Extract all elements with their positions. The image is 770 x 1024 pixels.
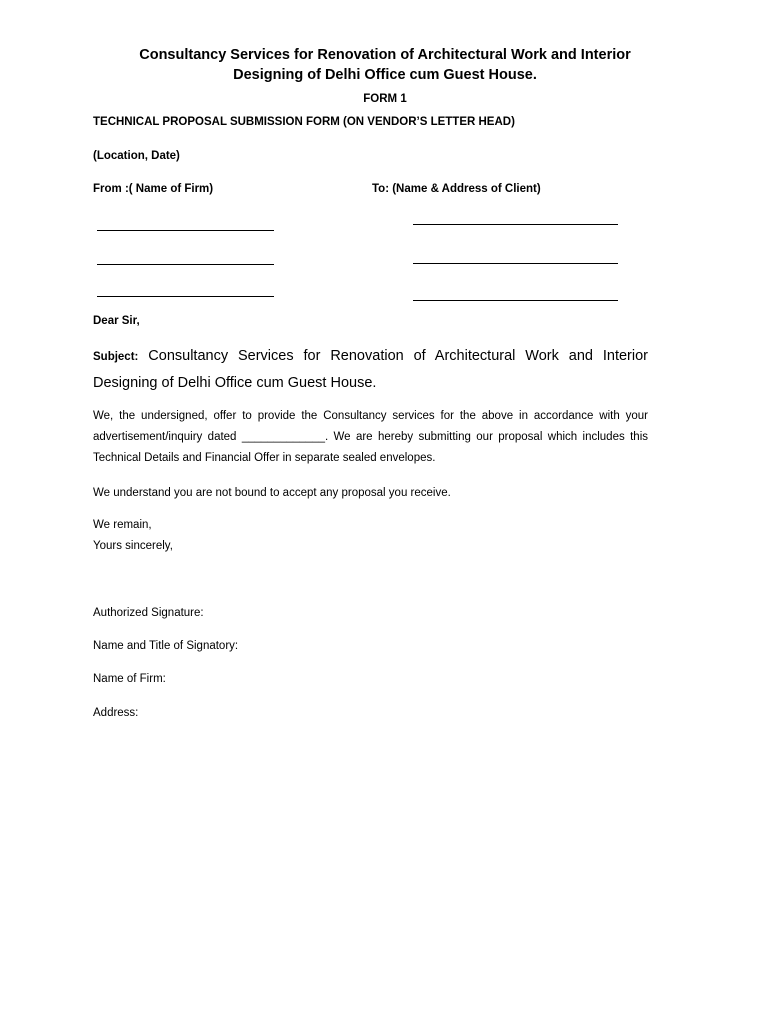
- document-title-line-2: Designing of Delhi Office cum Guest House.: [233, 67, 537, 83]
- name-of-firm-label: Name of Firm:: [93, 673, 166, 685]
- subject-label: Subject:: [93, 351, 139, 363]
- paragraph-not-bound: We understand you are not bound to accept any proposal you receive.: [93, 487, 451, 499]
- subject-text: Consultancy Services for Renovation of Architectural Work and Interior Designing of Delhi Office cum Guest House.: [93, 348, 649, 391]
- to-blank-line-2: [413, 263, 618, 264]
- closing-yours-sincerely: Yours sincerely,: [93, 540, 173, 552]
- name-title-signatory-label: Name and Title of Signatory:: [93, 640, 239, 652]
- form-heading: TECHNICAL PROPOSAL SUBMISSION FORM (ON VENDOR’S LETTER HEAD): [93, 116, 515, 128]
- from-blank-line-1: [97, 230, 274, 231]
- salutation: Dear Sir,: [93, 315, 140, 327]
- closing-we-remain: We remain,: [93, 519, 152, 531]
- authorized-signature-label: Authorized Signature:: [93, 607, 204, 619]
- address-label: Address:: [93, 707, 139, 719]
- to-blank-line-1: [413, 224, 618, 225]
- document-title-line-1: Consultancy Services for Renovation of Architectural Work and Interior: [139, 47, 631, 63]
- to-blank-line-3: [413, 300, 618, 301]
- from-label: From :( Name of Firm): [93, 183, 214, 195]
- to-label: To: (Name & Address of Client): [372, 183, 541, 195]
- from-blank-line-2: [97, 264, 274, 265]
- from-blank-line-3: [97, 296, 274, 297]
- form-number: FORM 1: [363, 93, 407, 105]
- paragraph-offer: We, the undersigned, offer to provide the Consultancy services for the above in accordance with your advertisement/inquiry dated _____________. We are hereby submitting our proposal which includes this Technical Details and Financial Offer in separate sealed envelopes.: [93, 410, 648, 464]
- location-date: (Location, Date): [93, 150, 180, 162]
- subject-block: [93, 343, 648, 396]
